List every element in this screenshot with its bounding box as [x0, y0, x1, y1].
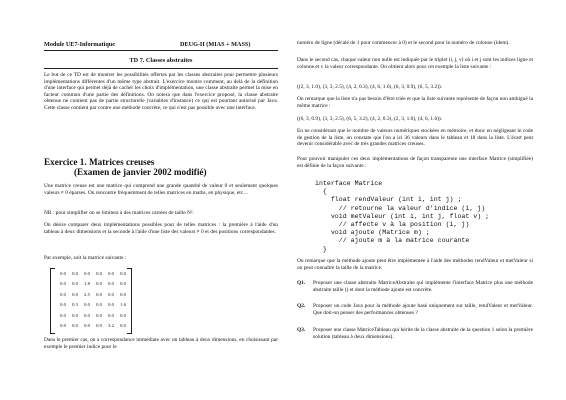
matrix-cell: 0.0: [108, 271, 114, 276]
paragraph-row-index: numéro de ligne (décalé de 1 pour commencer à 0) et le second pour le numéro de colonne (idem).: [297, 40, 510, 46]
question-2: [297, 303, 533, 329]
matrix-cell: 0.9: [96, 322, 102, 328]
matrix-cell: 0.0: [72, 322, 78, 328]
example-matrix: [50, 268, 132, 334]
matrix-cell: 1.8: [84, 281, 90, 287]
paragraph-unsorted: On remarque que la liste n'a pas besoin d'être triée et que la liste suivante représente de façon non ambiguë la même matrice :: [297, 96, 533, 109]
matrix-cell: 0.0: [72, 271, 78, 276]
matrix-cell: 0.0: [84, 312, 90, 318]
exercise-subtitle: (Examen de janvier 2002 modifié): [74, 167, 207, 177]
matrix-cell: 0.0: [60, 322, 66, 328]
matrix-cell: 0.0: [60, 312, 66, 318]
td-title: TD 7. Classes abstraites: [129, 57, 193, 64]
matrix-grid: [57, 269, 129, 331]
question-1-text: Proposer une classe abstraite MatriceAbstraite qui implémente l'interface Matrice plus une méthode abstraite taille () et dont la méthode ajoute est concrète.: [313, 280, 533, 293]
question-3-text: Proposer une classe MatriceTableau qui hérite de la classe abstraite de la question 1 selon la première solution (tableau à deux dimensions).: [313, 327, 533, 340]
matrix-cell: 0.0: [96, 302, 102, 308]
matrix-cell: 0.0: [120, 312, 126, 318]
matrix-cell: 0.0: [72, 291, 78, 297]
paragraph-memory: En ne considérant que le nombre de valeurs numériques stockées en mémoire, et donc en négligeant le code de gestion de la liste, on constate que l'on a ici 36 valeurs dans le tableau et 18 dans la liste. L'écart peut devenir considérable avec de très grandes matrices creuses.: [297, 128, 533, 148]
matrix-cell: 0.0: [120, 291, 126, 297]
paragraph-ajoute: On remarque que la méthode ajoute peut être implémentée à l'aide des méthodes rendValeur et metValeur si on peut connaître la taille de la matrice.: [297, 258, 533, 271]
question-1: [297, 280, 533, 304]
question-1-label: Q1.: [297, 280, 306, 286]
matrix-cell: 0.3: [72, 302, 78, 308]
matrix-cell: 0.0: [108, 281, 114, 287]
matrix-cell: 0.0: [96, 312, 102, 318]
matrix-cell: 0.0: [120, 322, 126, 328]
paragraph-interface-intro: Pour pouvoir manipuler ces deux implémentations de façon transparente une interface Matrice (simplifiée) est définie de la façon suivante :: [297, 156, 533, 169]
matrix-cell: 0.0: [84, 271, 90, 276]
paragraph-definition: Une matrice creuse est une matrice qui comprend une grande quantité de valeur 0 et seulement quelques valeurs ≠ 0 éparses. On rencontre fréquemment de telles matrices en maths, en physique, etc…: [44, 183, 278, 196]
matrix-cell: 0.0: [96, 281, 102, 287]
paragraph-first-case: Dans le premier cas, on a correspondance immédiate avec un tableau à deux dimensions, en choisissant par exemple le premier indice pour le: [44, 337, 278, 350]
matrix-left-bracket: [50, 268, 55, 334]
matrix-cell: 0.0: [96, 271, 102, 276]
paragraph-second-case: Dans le second cas, chaque valeur non nulle est indiquée par le triplet (i, j, v) où i et j sont les indices ligne et colonne et v la valeur correspondante. On obtient alors pour cet exemple la liste suivante :: [297, 57, 533, 70]
question-2-label: Q2.: [297, 303, 306, 309]
sparse-list-2: ((6, 3, 0.9), (3, 3, 2.5), (6, 5, 3.2), (4, 2, 0.3), (2, 3, 1.0), (4, 6, 1.6)).: [297, 116, 443, 122]
matrix-cell: 0.0: [84, 302, 90, 308]
matrix-cell: 3.2: [108, 322, 114, 328]
intro-paragraph: Le but de ce TD est de montrer les possibilités offertes par les classes abstraites pour permettre plusieurs implémentations différentes d'un même type abstrait. L'exercice montre comment, au delà de la définition d'une interface qui permet déjà de cacher les choix d'implémentation, une classe abstraite permet la mise en facteur commun d'une partie des définitions. On notera que dans l'exercice proposé, la classe abstraite obtenue ne contient pas de partie structurelle (variables d'instance) ce qui est pourtant autorisé par Java. Cette classe contient par contre une méthode concrète, ce qui n'est pas possible avec une interface.: [44, 72, 278, 111]
matrix-cell: 0.0: [60, 271, 66, 276]
matrix-cell: 0.0: [120, 271, 126, 276]
matrix-cell: 0.0: [108, 302, 114, 308]
matrix-cell: 0.0: [72, 281, 78, 287]
matrix-cell: 0.0: [120, 281, 126, 287]
exercise-title: Exercice 1. Matrices creuses: [44, 157, 155, 167]
module-label: Module UE7-Informatique: [44, 41, 115, 48]
question-2-text: Proposer un code Java pour la méthode ajoute basé uniquement sur taille, rendValeur et metValeur. Que doit-on penser des performances obtenues ?: [313, 303, 533, 316]
question-3: [297, 327, 533, 349]
matrix-cell: 0.0: [60, 302, 66, 308]
interface-code-block: interface Matrice { float rendValeur (int i, int j) ; // retourne la valeur d'indice (i, j) void metValeur (int i, int j, float v) ; // affecte v à la position (i, j) void ajoute (Matrice m) ; // ajoute m à la matrice courante }: [315, 180, 490, 253]
matrix-cell: 2.5: [84, 291, 90, 297]
course-label: DEUG-II (MIAS + MASS): [180, 41, 251, 48]
matrix-cell: 0.0: [108, 312, 114, 318]
matrix-cell: 0.0: [84, 322, 90, 328]
matrix-cell: 0.0: [96, 291, 102, 297]
example-label: Par exemple, soit la matrice suivante :: [44, 255, 127, 261]
matrix-cell: 0.0: [72, 312, 78, 318]
note-paragraph: NB : pour simplifier on se limitera à des matrices carrées de taille N².: [44, 210, 194, 216]
matrix-cell: 0.0: [60, 291, 66, 297]
question-3-label: Q3.: [297, 327, 306, 333]
paragraph-implementations: On désire comparer deux implémentations possibles pour de telles matrices : la première à l'aide d'un tableau à deux dimensions et la seconde à l'aide d'une liste des valeurs ≠ 0 et des positions correspondantes.: [44, 222, 278, 235]
matrix-cell: 1.6: [120, 302, 126, 308]
matrix-cell: 0.0: [60, 281, 66, 287]
sparse-list-1: ((2, 3, 1.0), (3, 3, 2.5), (4, 2, 0.3), (4, 6, 1.6), (6, 3, 0.9), (6, 5, 3.2)).: [297, 84, 443, 90]
title-rule: [44, 68, 278, 69]
header-rule: [44, 50, 278, 51]
matrix-right-bracket: [127, 268, 132, 334]
matrix-cell: 0.0: [108, 291, 114, 297]
